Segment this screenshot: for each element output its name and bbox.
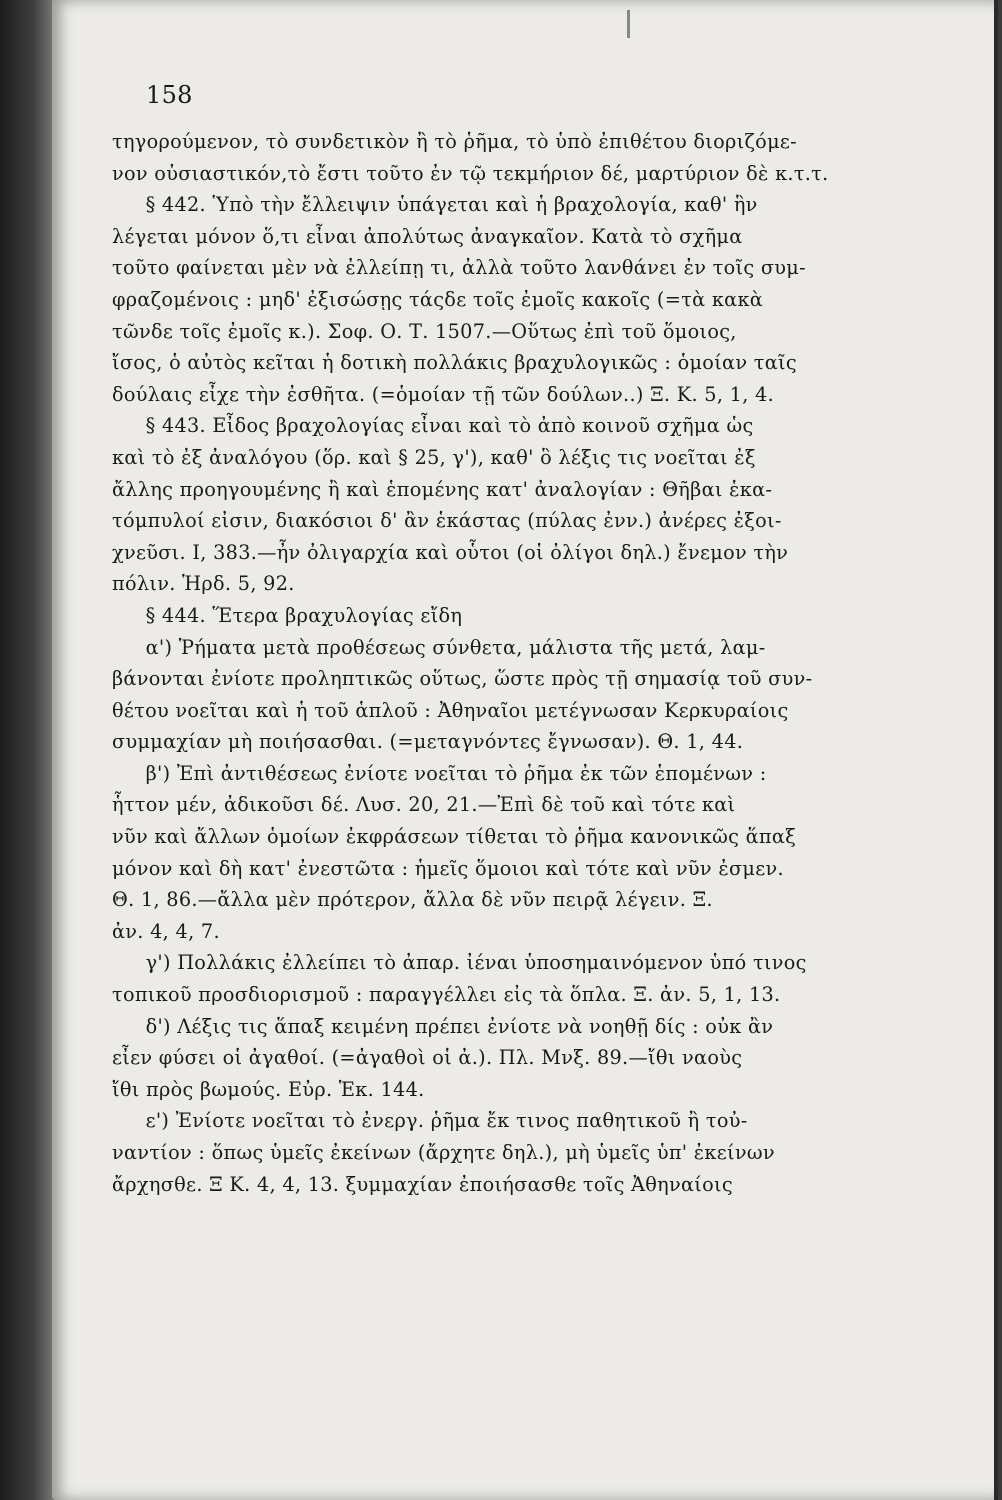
- text-line: ἧττον μέν, ἀδικοῦσι δέ. Λυσ. 20, 21.—Ἐπὶ δὲ τοῦ καὶ τότε καὶ: [112, 793, 736, 817]
- text-line: Θ. 1, 86.—ἄλλα μὲν πρότερον, ἄλλα δὲ νῦν πειρᾷ λέγειν. Ξ.: [112, 888, 713, 912]
- text-line: δούλαις εἶχε τὴν ἐσθῆτα. (=ὁμοίαν τῇ τῶν δούλων..) Ξ. Κ. 5, 1, 4.: [112, 382, 775, 406]
- text-line: ἄρχησθε. Ξ Κ. 4, 4, 13. ξυμμαχίαν ἐποιήσασθε τοῖς Ἀθηναίοις: [112, 1172, 733, 1196]
- text-line: νον οὐσιαστικόν,τὸ ἔστι τοῦτο ἐν τῷ τεκμήριον δέ, μαρτύριον δὲ κ.τ.τ.: [112, 161, 829, 185]
- paragraph-443-start: § 443. Εἶδος βραχολογίας εἶναι καὶ τὸ ἀπὸ κοινοῦ σχῆμα ὡς: [145, 414, 754, 438]
- text-line: συμμαχίαν μὴ ποιήσασθαι. (=μεταγνόντες ἔγνωσαν). Θ. 1, 44.: [112, 730, 744, 754]
- text-line: μόνον καὶ δὴ κατ' ἐνεστῶτα : ἡμεῖς ὅμοιοι καὶ τότε καὶ νῦν ἐσμεν.: [112, 856, 784, 880]
- paragraph-442-start: § 442. Ὑπὸ τὴν ἔλλειψιν ὑπάγεται καὶ ἡ βραχολογία, καθ' ἣν: [145, 193, 758, 217]
- text-line: τῶνδε τοῖς ἐμοῖς κ.). Σοφ. Ο. Τ. 1507.—Οὕτως ἐπὶ τοῦ ὅμοιος,: [112, 319, 737, 343]
- subsection-gamma-start: γ') Πολλάκις ἐλλείπει τὸ ἀπαρ. ἰέναι ὑποσημαινόμενον ὑπό τινος: [145, 951, 807, 975]
- text-line: νῦν καὶ ἄλλων ὁμοίων ἐκφράσεων τίθεται τὸ ῥῆμα κανονικῶς ἅπαξ: [112, 825, 797, 849]
- text-line: τοπικοῦ προσδιορισμοῦ : παραγγέλλει εἰς τὰ ὅπλα. Ξ. ἀν. 5, 1, 13.: [112, 983, 781, 1007]
- text-line: ἀν. 4, 4, 7.: [112, 919, 220, 943]
- text-line: καὶ τὸ ἐξ ἀναλόγου (ὅρ. καὶ § 25, γ'), καθ' ὃ λέξις τις νοεῖται ἐξ: [112, 445, 756, 469]
- text-line: χνεῦσι. Ι, 383.—ἦν ὀλιγαρχία καὶ οὗτοι (οἱ ὀλίγοι δηλ.) ἔνεμον τὴν: [112, 540, 789, 564]
- text-line: τηγορούμενον, τὸ συνδετικὸν ἢ τὸ ῥῆμα, τὸ ὑπὸ ἐπιθέτου διοριζόμε-: [112, 130, 797, 153]
- text-line: λέγεται μόνον ὅ,τι εἶναι ἀπολύτως ἀναγκαῖον. Κατὰ τὸ σχῆμα: [112, 224, 743, 248]
- print-mark: [627, 10, 630, 38]
- text-line: θέτου νοεῖται καὶ ἡ τοῦ ἁπλοῦ : Ἀθηναῖοι μετέγνωσαν Κερκυραίοις: [112, 698, 789, 722]
- text-line: τόμπυλοί εἰσιν, διακόσιοι δ' ἂν ἑκάστας (πύλας ἐνν.) ἀνέρες ἐξοι-: [112, 509, 782, 533]
- text-line: ἴθι πρὸς βωμούς. Εὐρ. Ἑκ. 144.: [112, 1077, 425, 1101]
- subsection-beta-start: β') Ἐπὶ ἀντιθέσεως ἐνίοτε νοεῖται τὸ ῥῆμα ἐκ τῶν ἑπομένων :: [145, 761, 767, 785]
- paragraph-444-heading: § 444. Ἕτερα βραχυλογίας εἴδη: [145, 603, 463, 627]
- page-number: 158: [146, 81, 193, 109]
- text-line: ἴσος, ὁ αὐτὸς κεῖται ἡ δοτικὴ πολλάκις βραχυλογικῶς : ὁμοίαν ταῖς: [112, 351, 797, 375]
- page-text: [112, 80, 912, 1200]
- text-line: φραζομένοις : μηδ' ἐξισώσῃς τάςδε τοῖς ἐμοῖς κακοῖς (=τὰ κακὰ: [112, 287, 764, 311]
- text-line: ἄλλης προηγουμένης ἢ καὶ ἑπομένης κατ' ἀναλογίαν : Θῆβαι ἑκα-: [112, 477, 773, 501]
- subsection-alpha-start: α') Ῥήματα μετὰ προθέσεως σύνθετα, μάλιστα τῆς μετά, λαμ-: [145, 635, 766, 659]
- scan-dark-margin: [0, 0, 60, 1500]
- page-right-edge: [994, 0, 998, 1500]
- text-line: βάνονται ἐνίοτε προληπτικῶς οὕτως, ὥστε πρὸς τῇ σημασίᾳ τοῦ συν-: [112, 667, 813, 691]
- text-line: εἶεν φύσει οἱ ἀγαθοί. (=ἀγαθοὶ οἱ ἀ.). Πλ. Μνξ. 89.—ἴθι ναοὺς: [112, 1046, 743, 1070]
- subsection-epsilon-start: ε') Ἐνίοτε νοεῖται τὸ ἐνεργ. ῥῆμα ἔκ τινος παθητικοῦ ἢ τοὐ-: [145, 1109, 748, 1133]
- text-line: ναντίον : ὅπως ὑμεῖς ἐκείνων (ἄρχητε δηλ.), μὴ ὑμεῖς ὑπ' ἐκείνων: [112, 1141, 775, 1164]
- text-line: τοῦτο φαίνεται μὲν νὰ ἐλλείπῃ τι, ἀλλὰ τοῦτο λανθάνει ἐν τοῖς συμ-: [112, 256, 806, 280]
- text-line: πόλιν. Ἡρδ. 5, 92.: [112, 572, 295, 596]
- subsection-delta-start: δ') Λέξις τις ἅπαξ κειμένη πρέπει ἐνίοτε νὰ νοηθῇ δίς : οὐκ ἂν: [145, 1014, 774, 1038]
